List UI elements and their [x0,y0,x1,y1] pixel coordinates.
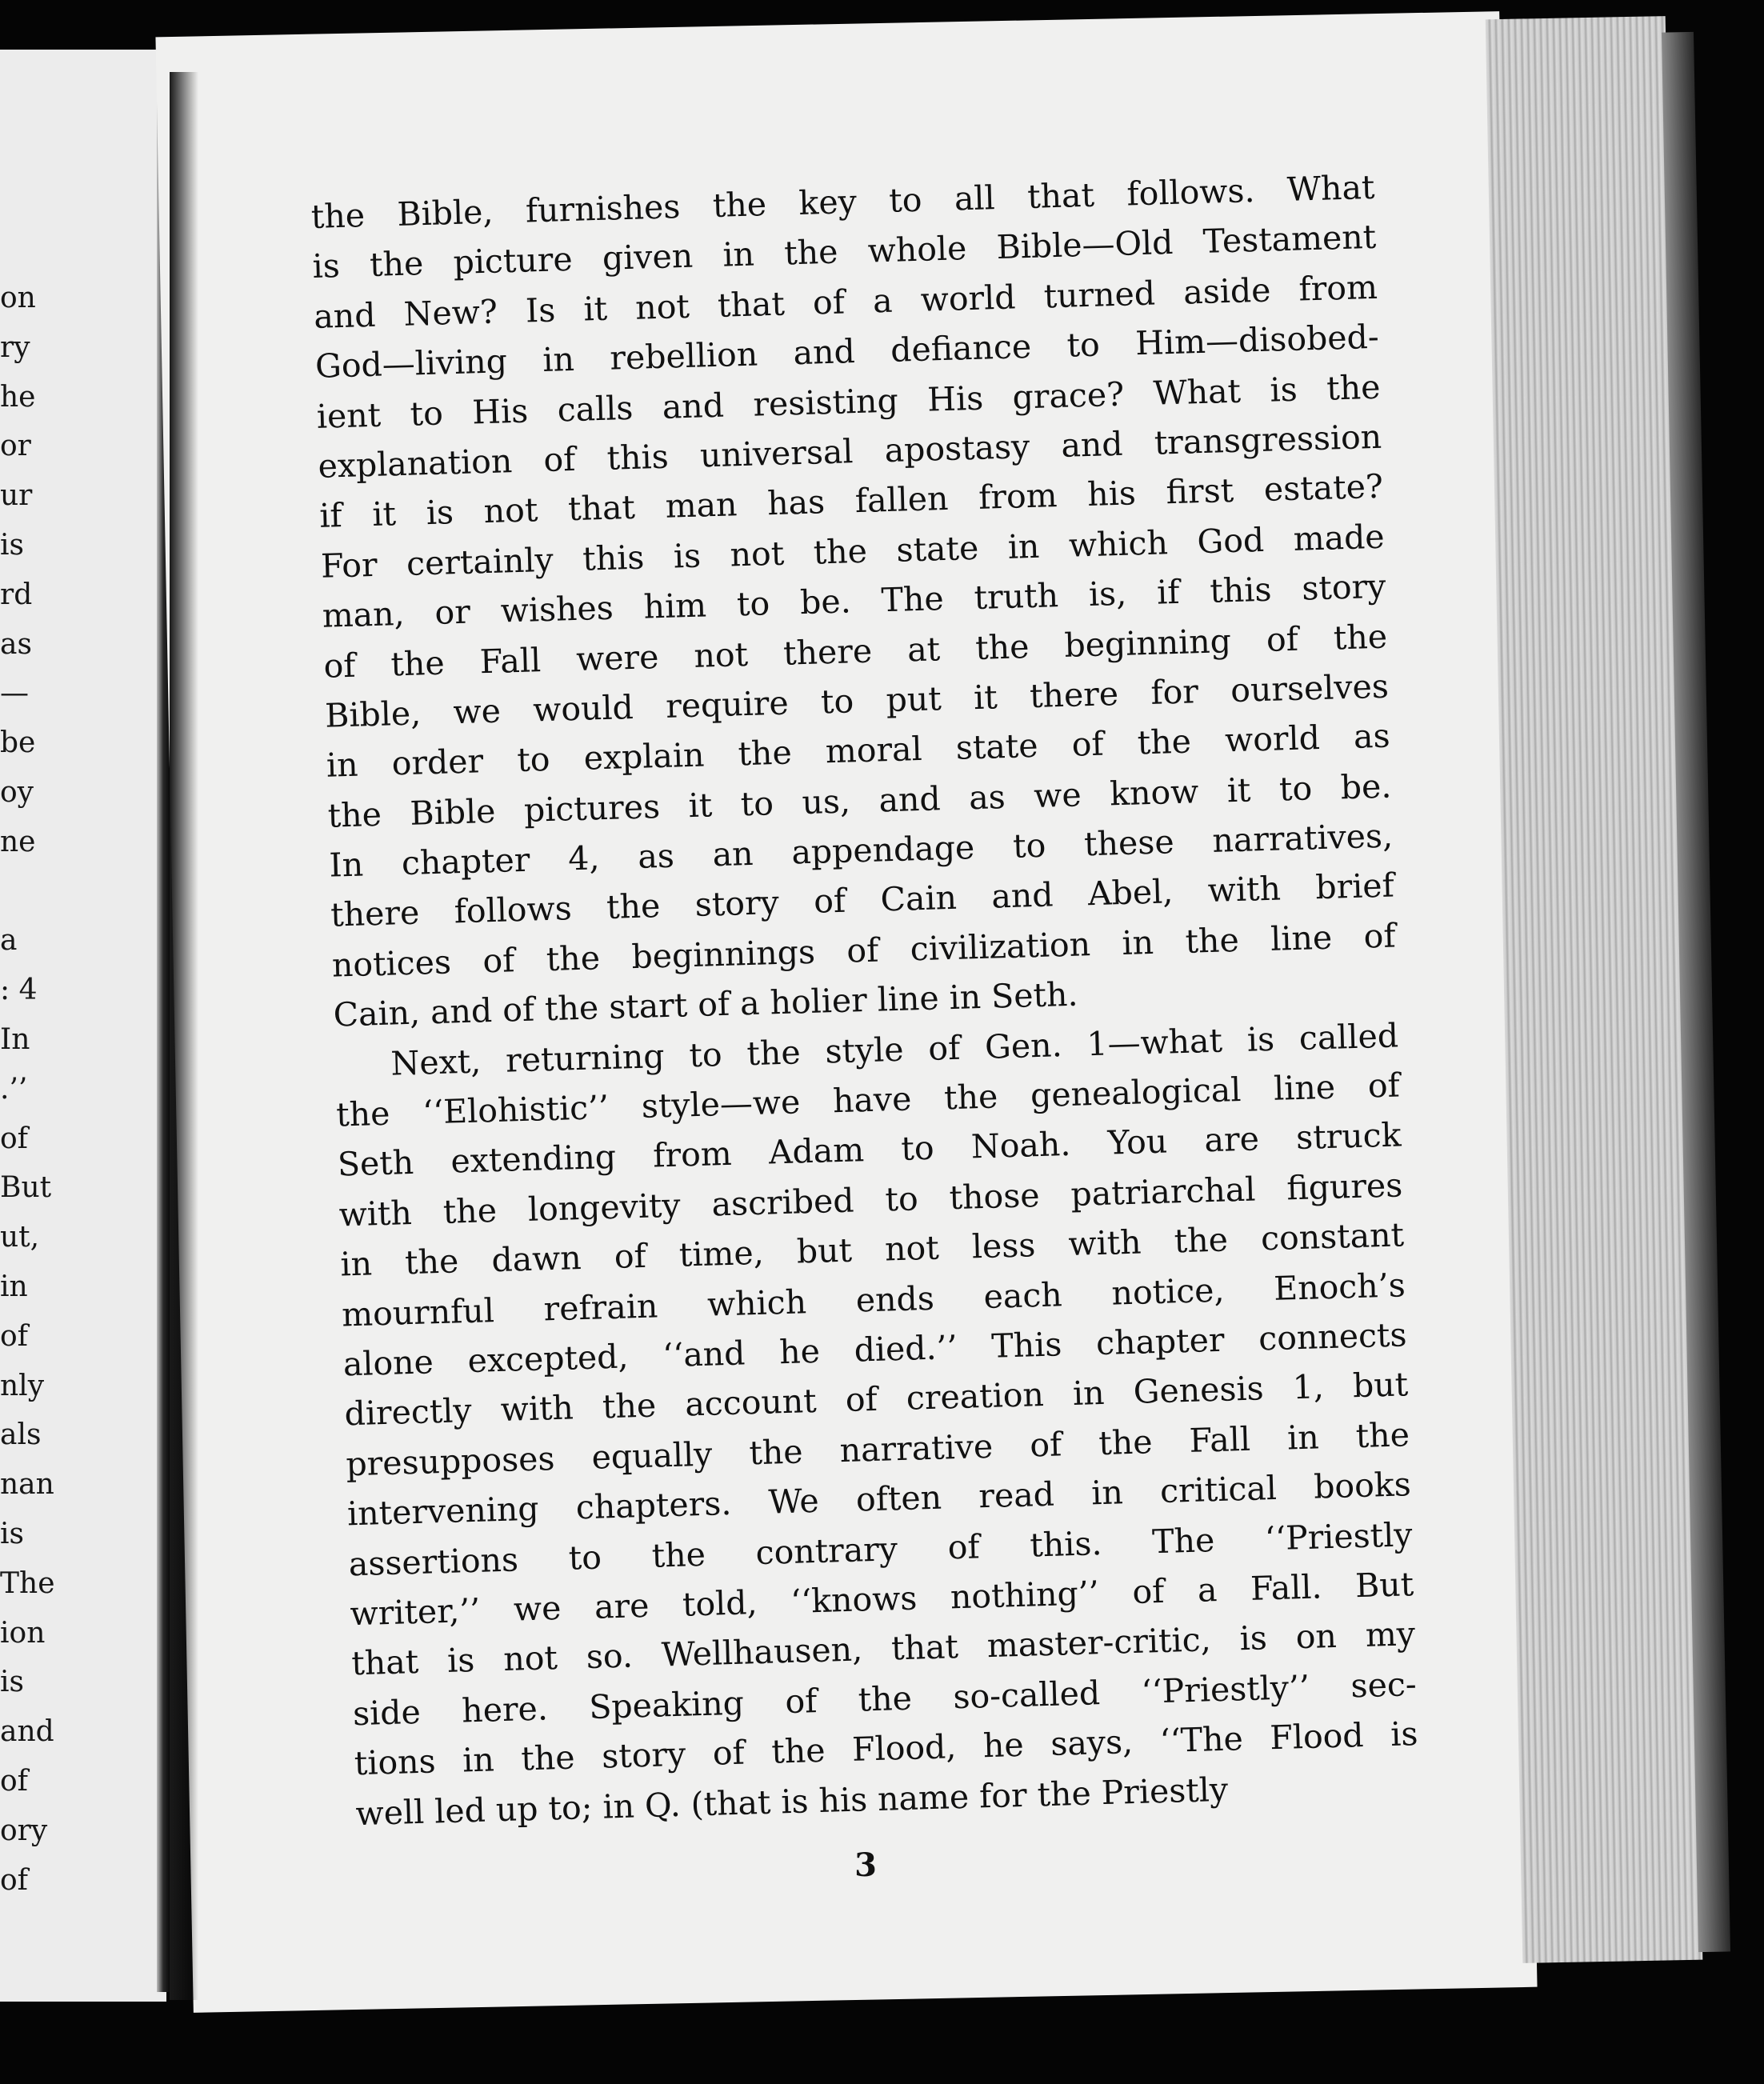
left-page-fragment: as [0,627,32,661]
left-page-fragment: ut, [0,1221,40,1254]
left-page-fragment: als [0,1418,42,1452]
left-page-fragment: But [0,1171,52,1205]
text-line: intervening chapters. We often read in critical books [346,1465,1412,1534]
left-page-fragment: : 4 [0,974,38,1007]
left-page-fragment: he [0,380,36,414]
text-line: notices of the beginnings of civilization in the line of [331,916,1397,985]
left-page-fragment: rd [0,578,33,611]
text-line: in the dawn of time, but not less with the constant [339,1215,1405,1284]
left-page-fragment: The [0,1566,55,1600]
left-page-fragment: of [0,1863,28,1897]
text-line: In chapter 4, as an appendage to these narratives, [328,816,1394,885]
left-page-fragment: be [0,726,36,760]
text-line: there follows the story of Cain and Abel, with brief [330,866,1395,935]
left-page-fragment: oy [0,775,34,809]
left-page-fragment: a [0,924,18,958]
text-line: alone excepted, ‘‘and he died.’’ This chapter connects [342,1315,1408,1384]
left-page-fragment: on [0,282,36,314]
text-line: side here. Speaking of the so-called ‘‘Priestly’’ sec- [352,1664,1418,1733]
left-page-fragment: ur [0,479,33,513]
left-page-fragment [0,867,48,917]
text-line: assertions to the contrary of this. The ‘‘Priestly [348,1514,1414,1583]
left-page-fragment: — [0,677,29,710]
left-page-fragment: ne [0,825,36,858]
paragraph-genealogy [334,1010,1420,1838]
left-page-fragment: is [0,1517,24,1550]
text-line: Next, returning to the style of Gen. 1—what is called [390,1016,1399,1083]
text-line: man, or wishes him to be. The truth is, if this story [322,566,1386,635]
text-line: writer,’’ we are told, ‘‘knows nothing’’ of a Fall. But [349,1565,1414,1634]
text-line: mournful refrain which ends each notice, Enoch’s [341,1265,1406,1334]
text-line: explanation of this universal apostasy and transgression [317,417,1382,486]
left-page-fragment: In [0,1022,30,1056]
left-page-fragment: ory [0,1814,48,1847]
text-line: the Bible, furnishes the key to all that follows. What [310,167,1376,236]
left-page-fragment: of [0,1764,28,1798]
text-line: of the Fall were not there at the beginning of the [322,617,1388,686]
left-page-fragment: is [0,1666,24,1699]
text-line: well led up to; in Q. (that is his name for the Priestly [354,1770,1229,1833]
text-line: in order to explain the moral state of the world as [326,716,1391,786]
text-line: that is not so. Wellhausen, that master-critic, is on my [350,1614,1416,1683]
paragraph-continuation [310,162,1398,1040]
text-line: Bible, we would require to put it there for ourselves [324,666,1390,735]
left-page [0,50,166,2002]
text-line: the ‘‘Elohistic’’ style—we have the genealogical line of [335,1066,1401,1134]
gutter-shadow [170,72,198,2000]
text-line: directly with the account of creation in Genesis 1, but [344,1365,1409,1434]
text-line: the Bible pictures it to us, and as we know it to be. [327,766,1392,835]
text-line: Cain, and of the start of a holier line in Seth. [333,974,1079,1034]
left-page-fragment: is [0,528,24,562]
text-line: ient to His calls and resisting His grace? What is the [316,367,1381,436]
left-page-fragment: and [0,1715,54,1749]
text-line: Seth extending from Adam to Noah. You are struck [337,1115,1402,1184]
left-page-fragment: ry [0,330,30,364]
left-page-line-fragments [0,274,55,1905]
text-line: if it is not that man has fallen from his first estate? [318,467,1384,536]
text-line: is the picture given in the whole Bible—Old Testament [311,218,1377,286]
text-line: tions in the story of the Flood, he says, ‘‘The Flood is [354,1714,1419,1783]
left-page-fragment: of [0,1319,28,1353]
left-page-fragment: .’’ [0,1072,28,1106]
body-text [310,162,1420,1838]
text-line: with the longevity ascribed to those patriarchal figures [338,1166,1403,1234]
left-page-fragment: nan [0,1468,54,1502]
text-line: presupposes equally the narrative of the Fall in the [345,1415,1410,1484]
page-number: 3 [854,1846,877,1884]
left-page-fragment: in [0,1270,28,1303]
left-page-fragment: ion [0,1616,46,1650]
left-page-fragment: nly [0,1369,45,1402]
left-page-fragment: of [0,1122,28,1155]
text-line: and New? Is it not that of a world turned aside from [313,267,1378,336]
left-page-fragment: or [0,430,31,463]
text-line: God—living in rebellion and defiance to Him—disobed- [314,317,1380,386]
text-line: For certainly this is not the state in which God made [320,517,1386,586]
